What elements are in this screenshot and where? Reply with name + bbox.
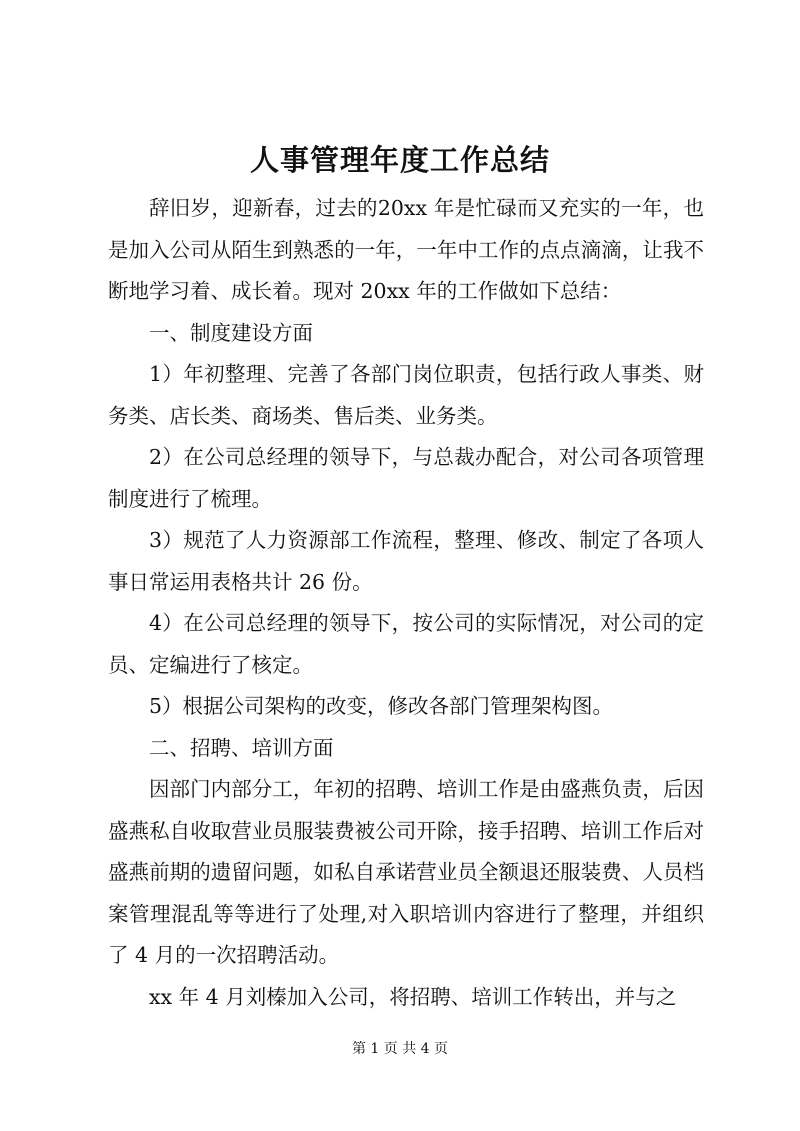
document-title: 人事管理年度工作总结 — [249, 143, 550, 177]
section-heading-recruitment: 二、招聘、培训方面 — [149, 735, 334, 760]
document-body — [108, 188, 704, 1018]
paragraph-item-1: 1）年初整理、完善了各部门岗位职责，包括行政人事类、财务类、店长类、商场类、售后类、业务类。 — [108, 362, 704, 428]
paragraph-item-5: 5）根据公司架构的改变，修改各部门管理架构图。 — [149, 694, 614, 718]
paragraph-item-4: 4）在公司总经理的领导下，按公司的实际情况，对公司的定员、定编进行了核定。 — [108, 611, 704, 677]
paragraph-item-3: 3）规范了人力资源部工作流程，整理、修改、制定了各项人事日常运用表格共计 26 份。 — [108, 528, 704, 594]
paragraph-handover: xx 年 4 月刘榛加入公司，将招聘、培训工作转出，并与之 — [149, 984, 677, 1009]
paragraph-intro: 辞旧岁，迎新春，过去的20xx 年是忙碌而又充实的一年，也是加入公司从陌生到熟悉的一年，一年中工作的点点滴滴，让我不断地学习着、成长着。现对 20xx 年的工作做如下总结： — [108, 196, 704, 303]
paragraph-item-2: 2）在公司总经理的领导下，与总裁办配合，对公司各项管理制度进行了梳理。 — [108, 445, 704, 511]
paragraph-recruitment: 因部门内部分工，年初的招聘、培训工作是由盛燕负责，后因盛燕私自收取营业员服装费被公司开除，接手招聘、培训工作后对盛燕前期的遗留问题，如私自承诺营业员全额退还服装费、人员档案管理混乱等等进行了处理,对入职培训内容进行了整理，并组织了 4 月的一次招聘活动。 — [108, 777, 704, 967]
section-heading-system: 一、制度建设方面 — [149, 320, 313, 345]
page-footer: 第 1 页 共 4 页 — [351, 1041, 449, 1057]
